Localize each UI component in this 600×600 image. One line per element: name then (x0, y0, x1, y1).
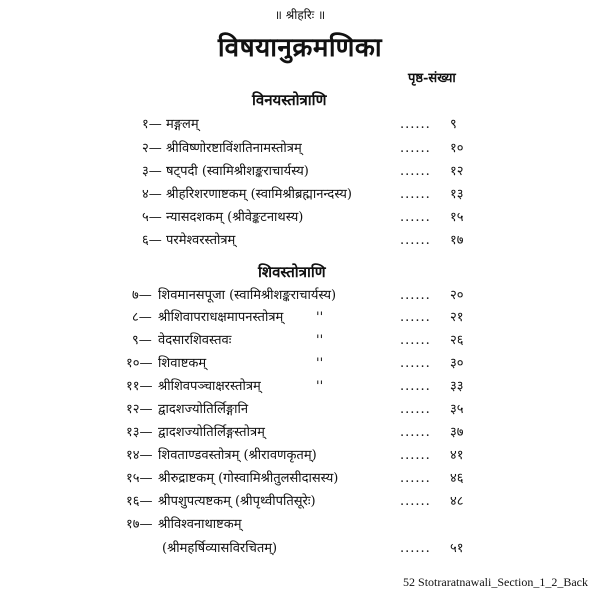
entry-page: ३३ (450, 379, 464, 394)
entry-number: १७— (126, 517, 153, 532)
leader-dots: ...... (400, 310, 431, 325)
leader-dots: ...... (400, 379, 431, 394)
ditto-mark: '' (316, 356, 324, 371)
entry-number: ११— (126, 379, 153, 394)
entry-title: श्रीहरिशरणाष्टकम् (स्वामिश्रीब्रह्मानन्दस्य) (166, 187, 353, 202)
leader-dots: ...... (400, 333, 431, 348)
entry-title: श्रीपशुपत्यष्टकम् (श्रीपृथ्वीपतिसूरेः) (158, 494, 316, 509)
entry-page: १० (450, 141, 464, 156)
leader-dots: ...... (400, 448, 431, 463)
ditto-mark: '' (316, 333, 324, 348)
leader-dots: ...... (400, 233, 431, 248)
toc-entry (0, 307, 600, 329)
entry-number: १२— (126, 402, 153, 417)
leader-dots: ...... (400, 402, 431, 417)
entry-page: १३ (450, 187, 464, 202)
leader-dots: ...... (400, 494, 431, 509)
entry-number: १४— (126, 448, 153, 463)
entry-number: १०— (126, 356, 153, 371)
entry-number: ३— (142, 164, 162, 179)
entry-number: ५— (142, 210, 162, 225)
entry-title: शिवताण्डवस्तोत्रम् (श्रीरावणकृतम्) (158, 448, 317, 463)
entry-number: ६— (142, 233, 162, 248)
leader-dots: ...... (400, 187, 431, 202)
entry-title: शिवाष्टकम् (158, 356, 207, 371)
entry-page: ५१ (450, 541, 464, 556)
leader-dots: ...... (400, 117, 431, 132)
leader-dots: ...... (400, 356, 431, 371)
entry-title: मङ्गलम् (166, 117, 199, 132)
toc-entry (0, 138, 600, 160)
toc-entry (0, 445, 600, 467)
toc-entry (0, 468, 600, 490)
entry-page: ९ (450, 117, 457, 132)
leader-dots: ...... (400, 541, 431, 556)
entry-page: ४१ (450, 448, 464, 463)
entry-title: श्रीशिवपञ्चाक्षरस्तोत्रम् (158, 379, 261, 394)
toc-entry (0, 114, 600, 136)
leader-dots: ...... (400, 210, 431, 225)
toc-entry (0, 491, 600, 513)
entry-number: ४— (142, 187, 162, 202)
leader-dots: ...... (400, 425, 431, 440)
entry-number: ७— (132, 288, 152, 303)
entry-page: २० (450, 288, 464, 303)
entry-title: परमेश्वरस्तोत्रम् (166, 233, 236, 248)
toc-entry (0, 399, 600, 421)
entry-title: न्यासदशकम् (श्रीवेङ्कटनाथस्य) (166, 210, 304, 225)
toc-entry (0, 514, 600, 536)
entry-number: २— (142, 141, 162, 156)
entry-page: १५ (450, 210, 464, 225)
page-number-heading: पृष्ठ-संख्या (408, 71, 456, 86)
entry-title: द्वादशज्योतिर्लिङ्गस्तोत्रम् (158, 425, 265, 440)
entry-title: श्रीविश्वनाथाष्टकम् (158, 517, 242, 532)
leader-dots: ...... (400, 288, 431, 303)
leader-dots: ...... (400, 141, 431, 156)
leader-dots: ...... (400, 471, 431, 486)
entry-page: ४६ (450, 471, 464, 486)
entry-page: ३५ (450, 402, 464, 417)
page-title: विषयानुक्रमणिका (217, 33, 383, 63)
image-caption: 52 Stotraratnawali_Section_1_2_Back (403, 575, 588, 589)
entry-title: द्वादशज्योतिर्लिङ्गानि (158, 402, 249, 417)
entry-number: १— (142, 117, 162, 132)
entry-page: ३० (450, 356, 464, 371)
entry-subtitle: (श्रीमहर्षिव्यासविरचितम्) (162, 541, 278, 556)
toc-entry (0, 285, 600, 307)
toc-entry (0, 230, 600, 252)
section-heading-shiva: शिवस्तोत्राणि (258, 263, 326, 281)
entry-number: ८— (132, 310, 152, 325)
entry-number: १३— (126, 425, 153, 440)
entry-page: २१ (450, 310, 464, 325)
toc-entry (0, 161, 600, 183)
invocation-text: ॥ श्रीहरिः ॥ (274, 8, 326, 22)
entry-page: ३७ (450, 425, 464, 440)
entry-number: १५— (126, 471, 153, 486)
section-heading-vinaya: विनयस्तोत्राणि (252, 91, 327, 109)
entry-page: ४८ (450, 494, 464, 509)
entry-number: १६— (126, 494, 153, 509)
toc-entry (0, 376, 600, 398)
toc-entry (0, 330, 600, 352)
toc-entry-continuation (0, 538, 600, 560)
entry-title: श्रीरुद्राष्टकम् (गोस्वामिश्रीतुलसीदासस्य) (158, 471, 339, 486)
entry-title: श्रीविष्णोरष्टाविंशतिनामस्तोत्रम् (166, 141, 302, 156)
ditto-mark: '' (316, 379, 324, 394)
toc-entry (0, 353, 600, 375)
toc-entry (0, 184, 600, 206)
ditto-mark: '' (316, 310, 324, 325)
entry-title: शिवमानसपूजा (स्वामिश्रीशङ्कराचार्यस्य) (158, 288, 337, 303)
entry-title: षट्पदी (स्वामिश्रीशङ्कराचार्यस्य) (166, 164, 309, 179)
entry-title: श्रीशिवापराधक्षमापनस्तोत्रम् (158, 310, 284, 325)
leader-dots: ...... (400, 164, 431, 179)
entry-page: २६ (450, 333, 464, 348)
entry-number: ९— (132, 333, 152, 348)
toc-entry (0, 422, 600, 444)
entry-page: १२ (450, 164, 464, 179)
entry-title: वेदसारशिवस्तवः (158, 333, 232, 348)
toc-entry (0, 207, 600, 229)
entry-page: १७ (450, 233, 464, 248)
